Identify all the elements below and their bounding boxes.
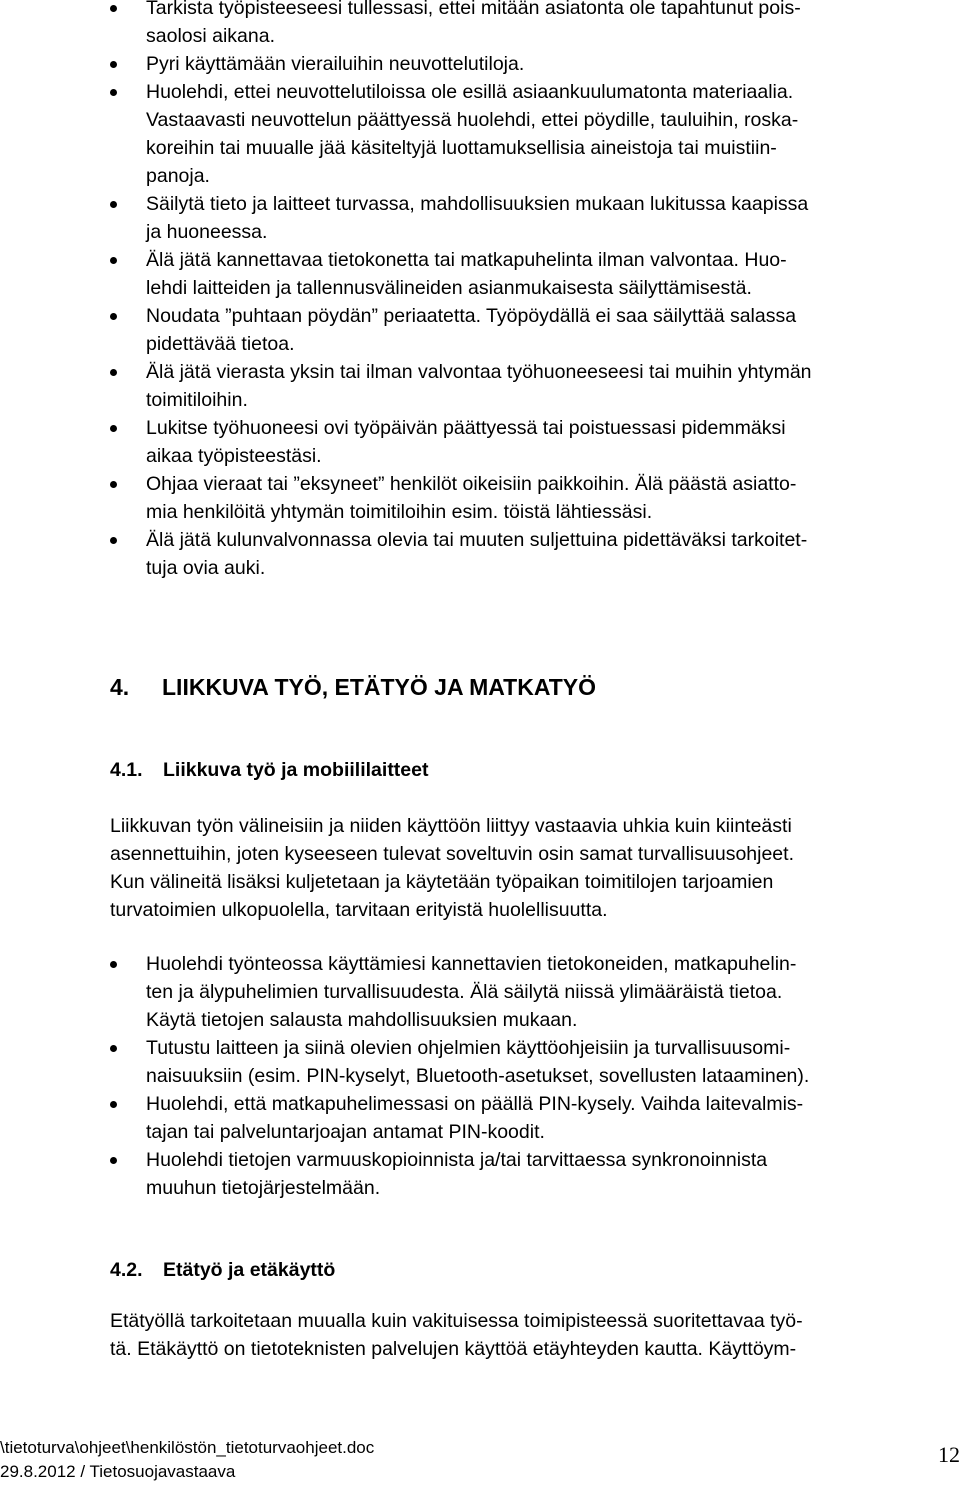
- list-item-line: lehdi laitteiden ja tallennusvälineiden asianmukaisesta säilyttämisestä.: [146, 277, 752, 299]
- list-item: [0, 414, 960, 470]
- list-item-line: Älä jätä kannettavaa tietokonetta tai matkapuhelinta ilman valvontaa. Huo-: [146, 249, 787, 271]
- bullet-icon: [110, 961, 117, 968]
- list-item: [0, 1034, 960, 1090]
- bullet-icon: [110, 61, 117, 68]
- list-item: [0, 1146, 960, 1202]
- section-4-title: LIIKKUVA TYÖ, ETÄTYÖ JA MATKATYÖ: [162, 674, 597, 700]
- list-item-line: naisuuksiin (esim. PIN-kyselyt, Bluetooth-asetukset, sovellusten lataaminen).: [146, 1065, 810, 1087]
- page-footer: [0, 1436, 960, 1486]
- list-item-line: Huolehdi tietojen varmuuskopioinnista ja/tai tarvittaessa synkronoinnista: [146, 1149, 768, 1171]
- bullet-icon: [110, 1101, 117, 1108]
- list-item-line: Säilytä tieto ja laitteet turvassa, mahdollisuuksien mukaan lukitussa kaapissa: [146, 193, 809, 215]
- bullet-icon: [110, 481, 117, 488]
- list-item: [0, 78, 960, 190]
- list-item: [0, 0, 960, 50]
- paragraph-line: tä. Etäkäyttö on tietoteknisten palvelujen käyttöä etäyhteyden kautta. Käyttöym-: [110, 1338, 797, 1360]
- list-item-line: Lukitse työhuoneesi ovi työpäivän päättyessä tai poistuessasi pidemmäksi: [146, 417, 786, 439]
- list-item-line: tuja ovia auki.: [146, 557, 266, 579]
- section-4-1-paragraph: [110, 812, 794, 924]
- list-item: [0, 470, 960, 526]
- list-item-line: muuhun tietojärjestelmään.: [146, 1177, 381, 1199]
- list-item-line: Käytä tietojen salausta mahdollisuuksien mukaan.: [146, 1009, 578, 1031]
- paragraph-line: asennettuihin, joten kyseeseen tulevat soveltuvin osin samat turvallisuusohjeet.: [110, 843, 794, 865]
- footer-file-path: \tietoturva\ohjeet\henkilöstön_tietoturvaohjeet.doc: [0, 1438, 375, 1457]
- list-item: [0, 190, 960, 246]
- bullet-icon: [110, 1045, 117, 1052]
- list-item-line: Huolehdi työnteossa käyttämiesi kannettavien tietokoneiden, matkapuhelin-: [146, 953, 797, 975]
- bullet-icon: [110, 201, 117, 208]
- list-item-line: mia henkilöitä yhtymän toimitiloihin esim. töistä lähtiessäsi.: [146, 501, 653, 523]
- section-4-2-title: Etätyö ja etäkäyttö: [163, 1259, 336, 1281]
- paragraph-line: turvatoimien ulkopuolella, tarvitaan erityistä huolellisuutta.: [110, 899, 608, 921]
- section-4-heading: [110, 672, 596, 702]
- bullet-icon: [110, 313, 117, 320]
- list-item: [0, 246, 960, 302]
- list-item: [0, 1090, 960, 1146]
- section-4-number: 4.: [110, 674, 130, 700]
- list-item-line: Huolehdi, että matkapuhelimessasi on päällä PIN-kysely. Vaihda laitevalmis-: [146, 1093, 804, 1115]
- list-item-line: saolosi aikana.: [146, 25, 275, 47]
- list-item-line: Älä jätä vierasta yksin tai ilman valvontaa työhuoneeseesi tai muihin yhtymän: [146, 361, 812, 383]
- list-item-line: ja huoneessa.: [146, 221, 268, 243]
- section-4-1-number: 4.1.: [110, 759, 143, 781]
- footer-date-author: 29.8.2012 / Tietosuojavastaava: [0, 1462, 236, 1481]
- section-4-2-heading: [110, 1256, 335, 1284]
- list-item-line: Tarkista työpisteeseesi tullessasi, ettei mitään asiatonta ole tapahtunut pois-: [146, 0, 801, 19]
- paragraph-line: Kun välineitä lisäksi kuljetetaan ja käytetään työpaikan toimitilojen tarjoamien: [110, 871, 774, 893]
- list-item-line: koreihin tai muualle jää käsiteltyjä luottamuksellisia aineistoja tai muistiin-: [146, 137, 777, 159]
- list-item-line: Tutustu laitteen ja siinä olevien ohjelmien käyttöohjeisiin ja turvallisuusomi-: [146, 1037, 791, 1059]
- paragraph-line: Etätyöllä tarkoitetaan muualla kuin vakituisessa toimipisteessä suoritettavaa työ-: [110, 1310, 803, 1332]
- list-item-line: panoja.: [146, 165, 210, 187]
- list-item-line: Älä jätä kulunvalvonnassa olevia tai muuten suljettuina pidettäväksi tarkoitet-: [146, 529, 808, 551]
- list-item: [0, 358, 960, 414]
- list-item-line: ten ja älypuhelimien turvallisuudesta. Älä säilytä niissä ylimääräistä tietoa.: [146, 981, 783, 1003]
- bullet-icon: [110, 5, 117, 12]
- paragraph-line: Liikkuvan työn välineisiin ja niiden käyttöön liittyy vastaavia uhkia kuin kiinteästi: [110, 815, 792, 837]
- list-item-line: Huolehdi, ettei neuvottelutiloissa ole esillä asiaankuulumatonta materiaalia.: [146, 81, 794, 103]
- page-number: 12: [938, 1442, 960, 1467]
- list-item-line: toimitiloihin.: [146, 389, 248, 411]
- list-item-line: Pyri käyttämään vierailuihin neuvottelutiloja.: [146, 53, 525, 75]
- bullet-icon: [110, 1157, 117, 1164]
- list-item-line: tajan tai palveluntarjoajan antamat PIN-koodit.: [146, 1121, 545, 1143]
- list-item-line: Noudata ”puhtaan pöydän” periaatetta. Työpöydällä ei saa säilyttää salassa: [146, 305, 797, 327]
- bullet-list-section-4-1: [0, 950, 960, 1202]
- section-4-1-title: Liikkuva työ ja mobiililaitteet: [163, 759, 429, 781]
- bullet-icon: [110, 257, 117, 264]
- list-item-line: pidettävää tietoa.: [146, 333, 295, 355]
- list-item: [0, 526, 960, 582]
- section-4-1-heading: [110, 756, 429, 784]
- bullet-icon: [110, 537, 117, 544]
- list-item-line: aikaa työpisteestäsi.: [146, 445, 322, 467]
- list-item: [0, 302, 960, 358]
- section-4-2-paragraph: [110, 1307, 803, 1363]
- section-4-2-number: 4.2.: [110, 1259, 143, 1281]
- bullet-icon: [110, 89, 117, 96]
- list-item: [0, 50, 960, 78]
- list-item-line: Ohjaa vieraat tai ”eksyneet” henkilöt oikeisiin paikkoihin. Älä päästä asiatto-: [146, 473, 797, 495]
- bullet-list-top: [0, 0, 960, 582]
- bullet-icon: [110, 425, 117, 432]
- list-item-line: Vastaavasti neuvottelun päättyessä huolehdi, ettei pöydille, tauluihin, roska-: [146, 109, 799, 131]
- list-item: [0, 950, 960, 1034]
- bullet-icon: [110, 369, 117, 376]
